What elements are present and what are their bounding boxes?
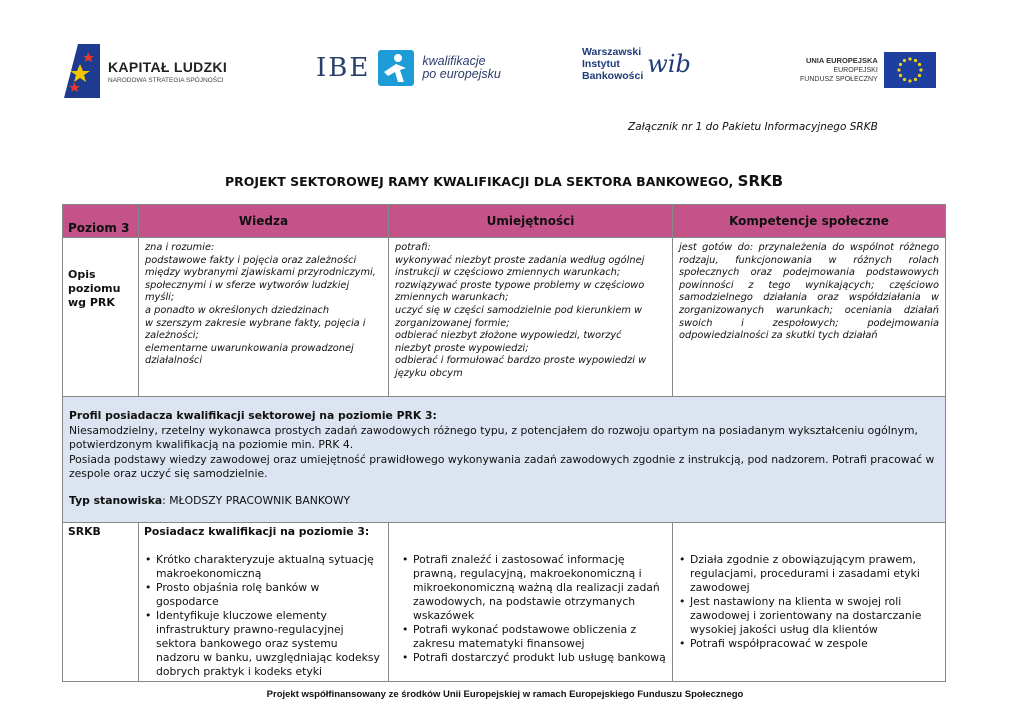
level-cell: Poziom 3 [63,205,139,238]
srkb-row [63,523,946,682]
list-item: • Potrafi dostarczyć produkt lub usługę bankową [413,651,667,665]
ibe-tag-2: po europejsku [422,67,501,81]
kapital-title: KAPITAŁ LUDZKI [108,58,228,75]
opis-row [63,238,946,397]
list-item: • Potrafi wykonać podstawowe obliczenia z zakresu matematyki finansowej [413,623,667,651]
list-item: • Potrafi znaleźć i zastosować informację prawną, regulacyjną, makroekonomiczną i mikroekonomiczną ważną dla realizacji zadań zawodowych, na podstawie otrzymanych wskazówek [413,553,667,623]
srkb-label: SRKB [63,523,139,682]
title-main: PROJEKT SEKTOROWEJ RAMY KWALIFIKACJI DLA SEKTORA BANKOWEGO, [224,174,738,189]
wib-line-2: Instytut [582,58,620,70]
wib-line-1: Warszawski [582,46,642,58]
annex-note: Załącznik nr 1 do Pakietu Informacyjnego SRKB [628,121,878,133]
profile-row [63,397,946,523]
footer-note: Projekt współfinansowany ze środków Unii Europejskiej w ramach Europejskiego Funduszu Społecznego [266,689,744,700]
kapital-ludzki-logo [64,44,227,98]
wib-line-3: Bankowości [582,70,644,82]
list-item: • Identyfikuje kluczowe elementy infrastruktury prawno-regulacyjnej sektora bankowego oraz systemu nadzoru w banku, uwzględniając kodeksy dobrych praktyk i kodeks etyki [156,609,383,679]
star-icon [64,44,100,98]
eu-line-1: UNIA EUROPEJSKA [805,56,878,65]
profile-paragraph-2: Posiada podstawy wiedzy zawodowej oraz umiejętność prawidłowego wykonywania zadań zawodowych zgodnie z instrukcją, pod nadzorem. Potrafi pracować w zespole oraz uczyć się samodzielnie. [69,452,935,480]
wib-logo [582,46,691,82]
profile-title: Profil posiadacza kwalifikacji sektorowej na poziomie PRK 3: [69,409,437,422]
wiedza-description: zna i rozumie: podstawowe fakty i pojęcia oraz zależności między wybranymi zjawiskami przyrodniczymi, społecznymi i w sferze wytworów ludzkiej myśli; a ponadto w określonych dziedzinach w szerszym zakresie wybrane fakty, pojęcia i zależności; elementarne uwarunkowania prowadzonej działalności [139,238,389,397]
col-wiedza: Wiedza [139,205,389,238]
eu-line-3: FUNDUSZ SPOŁECZNY [800,76,878,83]
list-item: • Prosto objaśnia rolę banków w gospodarce [156,581,383,609]
opis-label: Opis poziomu wg PRK [63,238,139,397]
profile-cell [63,397,946,523]
ibe-logo [316,50,501,86]
srkb-header: Posiadacz kwalifikacji na poziomie 3: [144,525,370,538]
col-umiejetnosci: Umiejętności [389,205,673,238]
srkb-wiedza [139,523,389,682]
ibe-text: IBE [316,53,371,83]
srkb-umiejetnosci [389,523,673,682]
list-item: • Jest nastawiony na klienta w swojej roli zawodowej i zorientowany na dostarczanie wysokiej jakości usług dla klientów [690,595,940,637]
header-row [63,205,946,238]
logo-bar [0,40,1024,100]
eu-flag-icon [884,52,936,88]
position-type: Typ stanowiska: MŁODSZY PRACOWNIK BANKOWY [69,493,351,507]
list-item: • Krótko charakteryzuje aktualną sytuację makroekonomiczną [156,553,383,581]
page-title [0,172,1008,190]
kapital-subtitle: NARODOWA STRATEGIA SPÓJNOŚCI [108,76,224,84]
qualification-table [62,204,946,682]
list-item: • Potrafi współpracować w zespole [690,637,940,651]
umiejetnosci-description: potrafi: wykonywać niezbyt proste zadania według ogólnej instrukcji w częściowo zmiennych warunkach; rozwiązywać proste typowe problemy w częściowo zmiennych warunkach; uczyć się w części samodzielnie pod kierunkiem w zorganizowanej formie; odbierać niezbyt złożone wypowiedzi, tworzyć niezbyt proste wypowiedzi; odbierać i formułować bardzo proste wypowiedzi w języku obcym [389,238,673,397]
title-suffix: SRKB [737,172,784,190]
ibe-figure-icon [378,50,414,86]
wib-signature: wib [647,50,691,78]
profile-paragraph-1: Niesamodzielny, rzetelny wykonawca prostych zadań zawodowych różnego typu, z potencjałem do rozwoju opartym na posiadanym wykształceniu ogólnym, potwierdzonym kwalifikacją na poziomie min. PRK 4. [69,423,918,451]
srkb-kompetencje [673,523,946,682]
list-item: • Działa zgodnie z obowiązującym prawem, regulacjami, procedurami i zasadami etyki zawodowej [690,553,940,595]
col-kompetencje: Kompetencje społeczne [673,205,946,238]
eu-logo [800,52,936,88]
ibe-tag-1: kwalifikacje [422,54,486,68]
eu-line-2: EUROPEJSKI [833,67,878,74]
kompetencje-description: jest gotów do: przynależenia do wspólnot różnego rodzaju, funkcjonowania w różnych rolach społecznych oraz podejmowania podstawowych powinności z tego wynikających; częściowo samodzielnego działania oraz współdziałania w zorganizowanych warunkach; oceniania działań swoich i zespołowych; podejmowania odpowiedzialności za skutki tych działań [673,238,946,397]
